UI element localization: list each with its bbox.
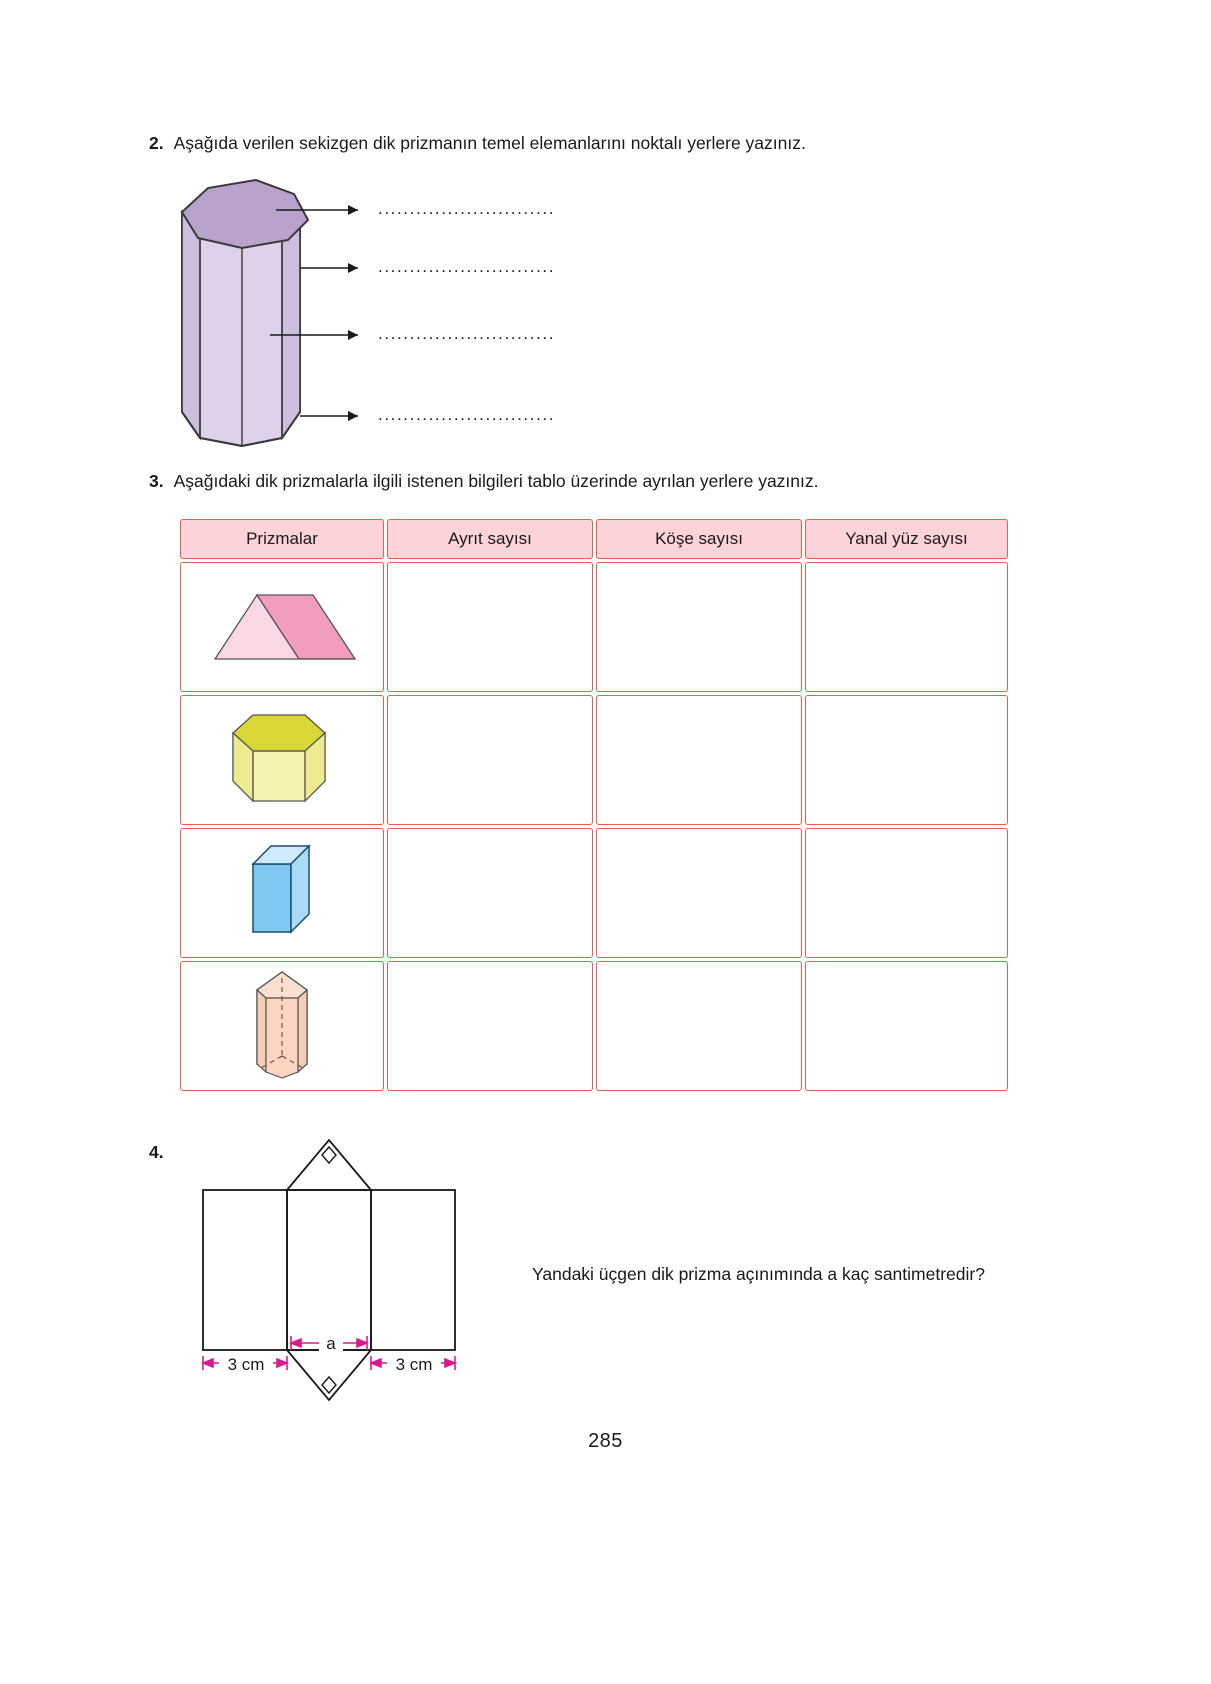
cube-prism-svg — [195, 836, 370, 946]
answer-line-3[interactable]: ............................ — [378, 324, 556, 343]
cell-kose-sayisi[interactable] — [596, 562, 802, 692]
cell-yanal-yuz-sayisi[interactable] — [805, 695, 1008, 825]
header-ayrit-sayisi: Ayrıt sayısı — [387, 519, 593, 559]
cell-ayrit-sayisi[interactable] — [387, 562, 593, 692]
question-4-number: 4. — [149, 1142, 164, 1162]
table-row — [180, 562, 1008, 692]
cell-yanal-yuz-sayisi[interactable] — [805, 828, 1008, 958]
pentagonal-prism-svg — [195, 964, 370, 1084]
question-2-number: 2. — [149, 133, 164, 153]
page-number: 285 — [588, 1430, 623, 1452]
question-3-number: 3. — [149, 471, 164, 491]
question-2-text: Aşağıda verilen sekizgen dik prizmanın temel elemanlarını noktalı yerlere yazınız. — [173, 133, 806, 153]
label-left-3cm: 3 cm — [227, 1355, 265, 1374]
cell-kose-sayisi[interactable] — [596, 828, 802, 958]
triangular-prism-net-figure — [175, 1130, 495, 1420]
prism-right-face — [282, 212, 300, 438]
cell-figure-pentagonal-prism — [180, 961, 384, 1091]
answer-line-4[interactable]: ............................ — [378, 405, 556, 424]
question-3-heading — [149, 470, 819, 494]
prism-top-face — [182, 180, 308, 248]
label-right-3cm: 3 cm — [395, 1355, 433, 1374]
table-row — [180, 828, 1008, 958]
cell-ayrit-sayisi[interactable] — [387, 828, 593, 958]
header-prizmalar: Prizmalar — [180, 519, 384, 559]
cell-yanal-yuz-sayisi[interactable] — [805, 562, 1008, 692]
prism-left-face — [182, 212, 200, 438]
table-row — [180, 695, 1008, 825]
cell-figure-hexagonal-prism — [180, 695, 384, 825]
table-row — [180, 961, 1008, 1091]
question-3-text: Aşağıdaki dik prizmalarla ilgili istenen bilgileri tablo üzerinde ayrılan yerlere yazınız. — [173, 471, 819, 491]
hexagonal-prism-svg — [195, 703, 370, 813]
cell-ayrit-sayisi[interactable] — [387, 961, 593, 1091]
cell-kose-sayisi[interactable] — [596, 961, 802, 1091]
triangular-prism-net-svg — [175, 1130, 495, 1420]
cell-figure-cube-prism — [180, 828, 384, 958]
octagonal-prism-figure — [160, 168, 560, 458]
cell-ayrit-sayisi[interactable] — [387, 695, 593, 825]
prism-table — [177, 516, 1011, 1094]
question-4-text: Yandaki üçgen dik prizma açınımında a kaç santimetredir? — [532, 1264, 985, 1284]
cell-yanal-yuz-sayisi[interactable] — [805, 961, 1008, 1091]
prism-table-wrapper — [177, 516, 1011, 1094]
answer-line-1[interactable]: ............................ — [378, 199, 556, 218]
header-yanal-yuz-sayisi: Yanal yüz sayısı — [805, 519, 1008, 559]
question-2-heading — [149, 132, 806, 156]
table-header-row — [180, 519, 1008, 559]
label-a: a — [326, 1334, 336, 1353]
triangular-prism-svg — [195, 577, 370, 672]
header-kose-sayisi: Köşe sayısı — [596, 519, 802, 559]
answer-line-2[interactable]: ............................ — [378, 257, 556, 276]
cell-kose-sayisi[interactable] — [596, 695, 802, 825]
right-angle-mark — [322, 1147, 336, 1393]
cell-figure-triangular-prism — [180, 562, 384, 692]
